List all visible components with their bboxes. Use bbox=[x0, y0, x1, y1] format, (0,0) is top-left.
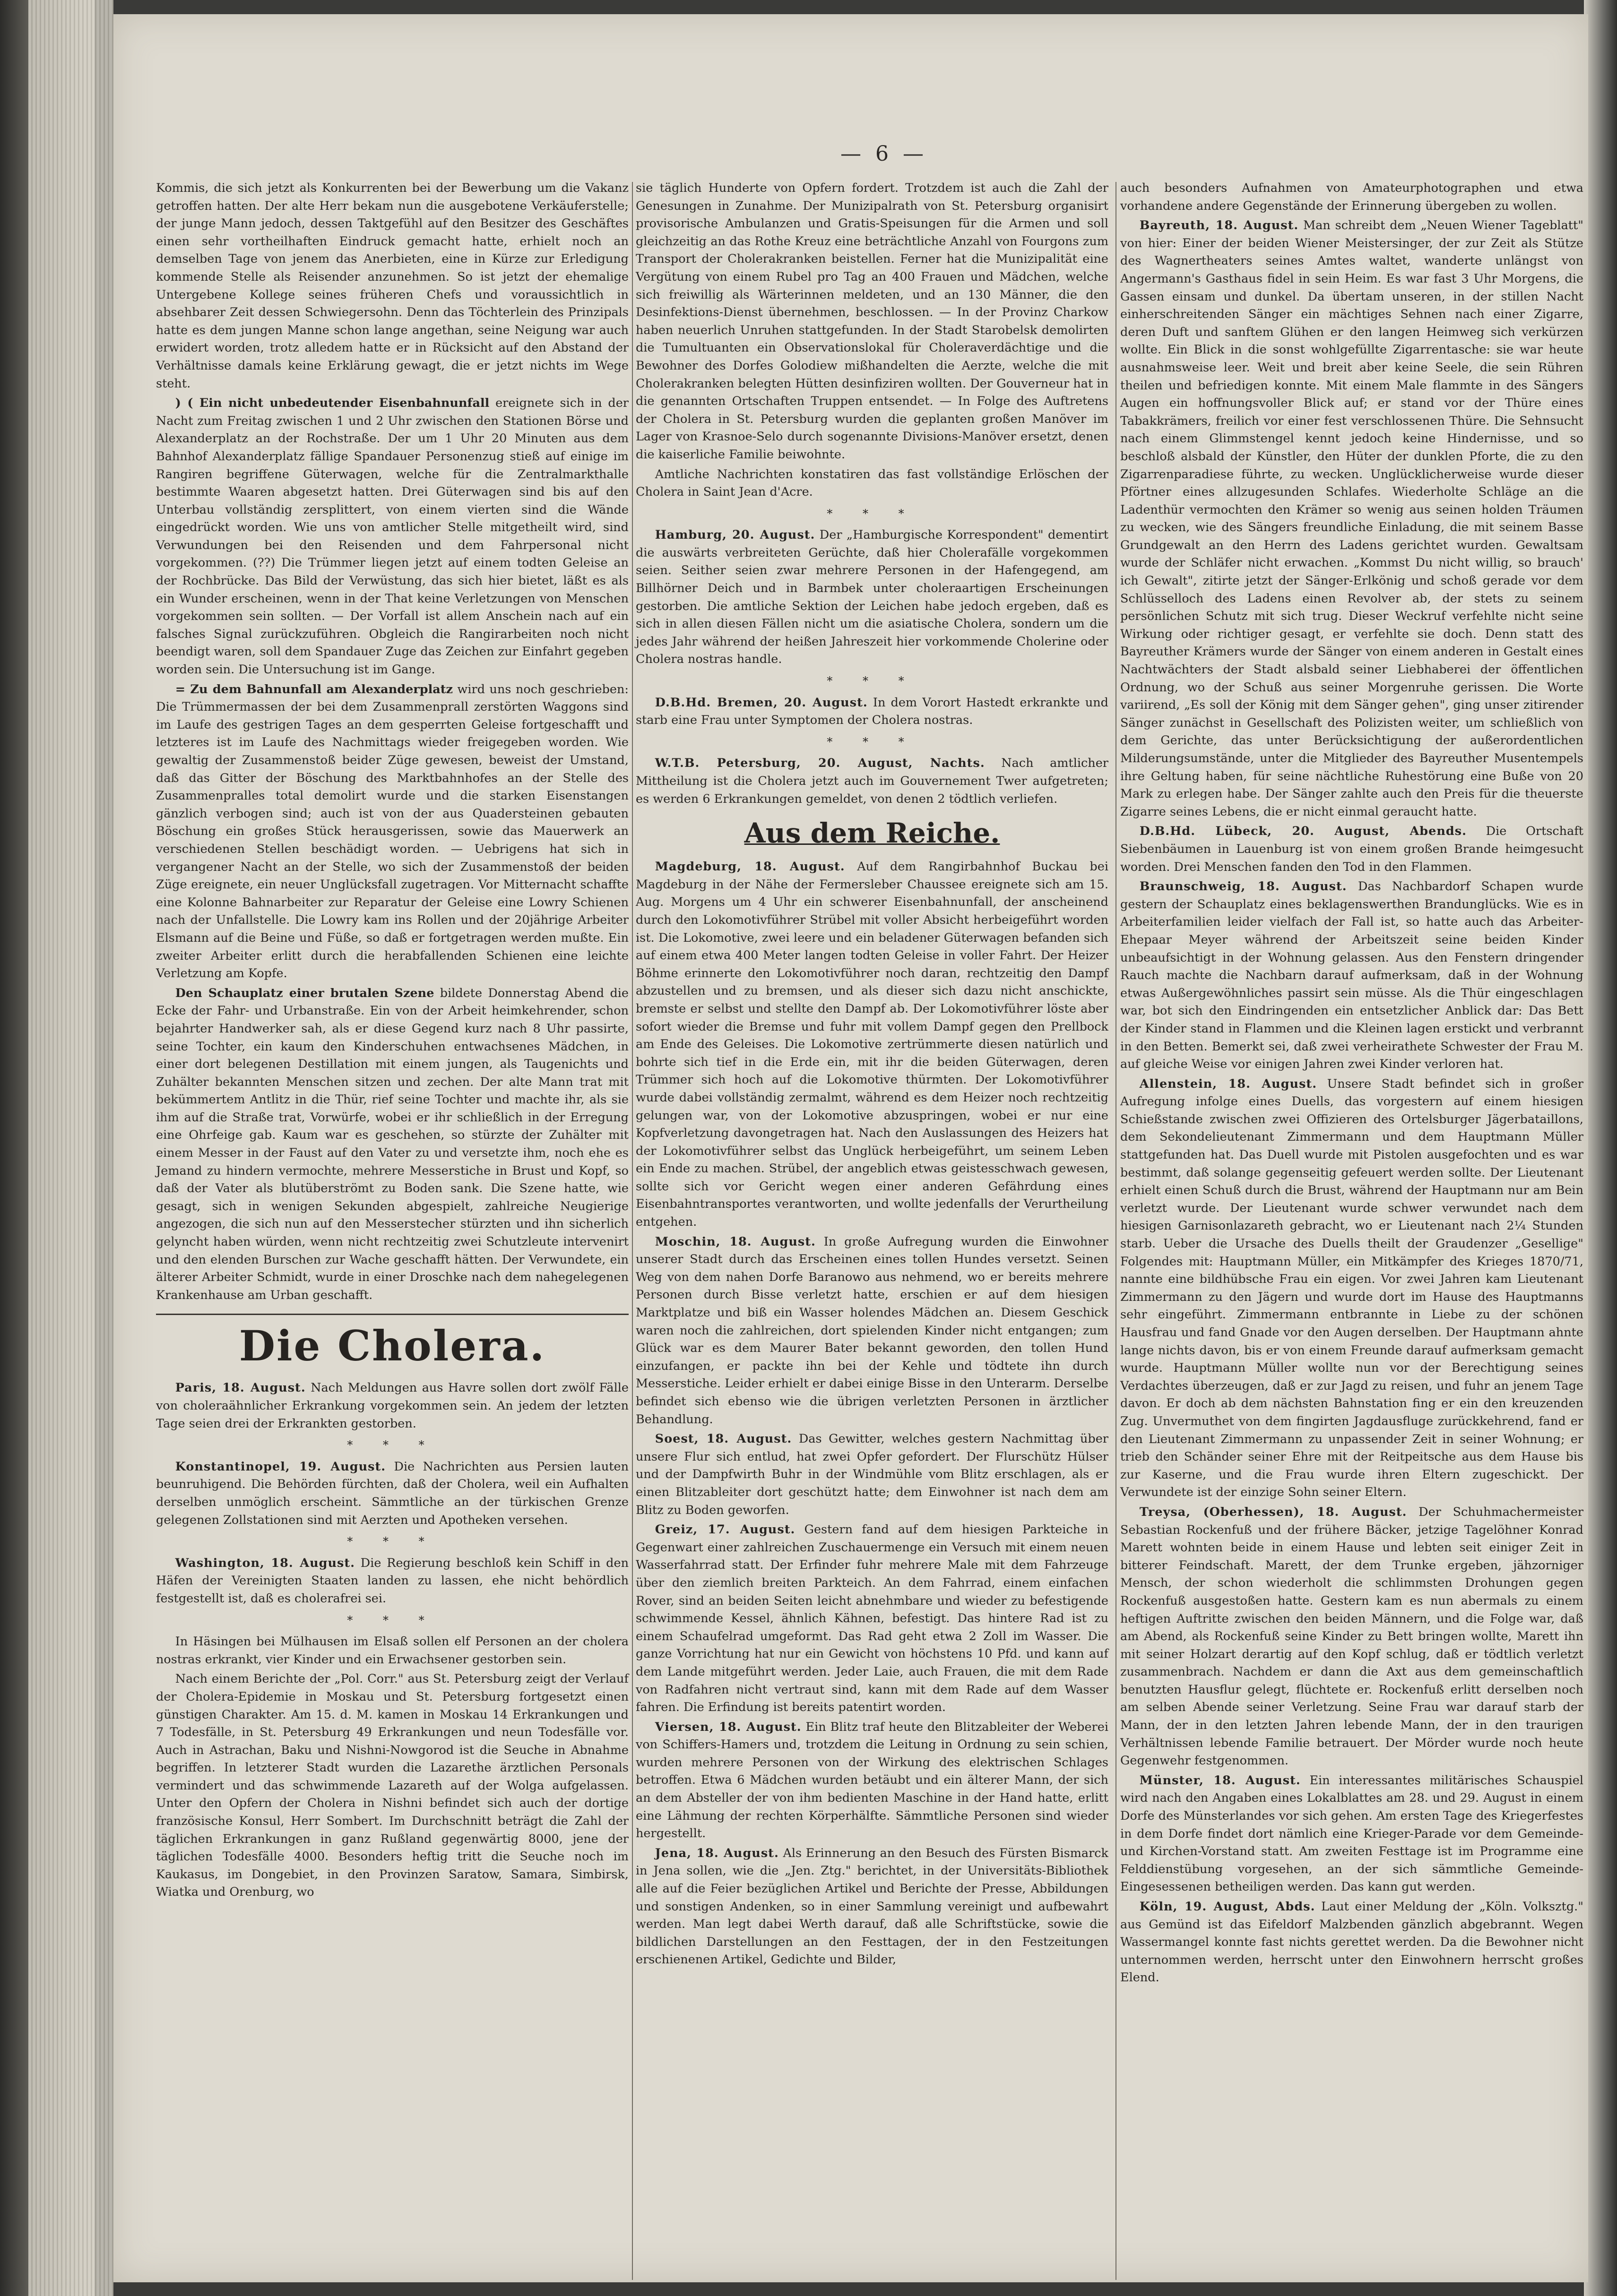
article-text: Gestern fand auf dem hiesigen Parkteiche in Gegenwart einer zahlreichen Zuschauermenge ein Versuch mit einem neuen Wasserfahrrad statt. Der Erfinder fuhr mehrere Male mit dem Fahrzeuge über den ziemlich breiten Parkteich. An dem Fahrrad, einem einfachen Rover, sind an beiden Seiten leicht abnehmbare und wieder zu befestigende schwimmende Kessel, ähnlich Kähnen, befestigt. Das hintere Rad ist zu einem Schaufelrad umgeformt. Das Rad geht etwa 2 Zoll im Wasser. Die ganze Vorrichtung hat nur ein Gewicht von höchstens 10 Pfd. und kann auf dem Lande mitgeführt werden. Jeder Laie, auch Frauen, die mit dem Rade von Radfahren nicht vertraut sind, kann mit dem Rade auf dem Wasser fahren. Die Erfindung ist bereits patentirt worden. bbox=[636, 1522, 1108, 1715]
article-paragraph: Amtliche Nachrichten konstatiren das fast vollständige Erlöschen der Cholera in Saint Jean d'Acre. bbox=[636, 467, 1108, 499]
article-text: Ein Blitz traf heute den Blitzableiter der Weberei von Schiffers-Hamers und, trotzdem die Leitung in Ordnung zu sein schien, wurden mehrere Personen von der Wirkung des elektrischen Schlages betroffen. Etwa 6 Mädchen wurden betäubt und ein älterer Mann, der sich an dem Absteller der von ihm bedienten Maschine in der Hand hatte, erlitt eine Lähmung der rechten Körperhälfte. Sämmtliche Personen sind wieder hergestellt. bbox=[636, 1720, 1108, 1841]
article-paragraph bbox=[1120, 1075, 1583, 1502]
article-paragraph bbox=[636, 1845, 1108, 1969]
article-text: bildete Donnerstag Abend die Ecke der Fahr- und Urbanstraße. Ein von der Arbeit heimkehrender, schon bejahrter Handwerker sah, als er diese Gegend kurz nach 8 Uhr passirte, seine Tochter, ein kaum den Kinderschuhen entwachsenes Mädchen, in einer dort belegenen Destillation mit einem jungen, als Taugenichts und Zuhälter bekannten Menschen sitzen und zechen. Der alte Mann trat mit bekümmertem Antlitz in die Thür, rief seine Tochter und machte ihr, als sie ihm auf die Straße trat, Vorwürfe, wobei er ihr schließlich in der Erregung eine Ohrfeige gab. Kaum war es geschehen, so stürzte der Zuhälter mit einem Messer in der Faust auf den Vater zu und versetzte ihm, noch ehe es Jemand zu hindern vermochte, mehrere Messerstiche in Brust und Kopf, so daß der Vater als blutüberströmt zu Boden sank. Die Szene hatte, wie gesagt, sich in wenigen Sekunden abgespielt, zahlreiche Neugierige angezogen, die sich nun auf den Messerstecher stürzten und ihn sicherlich gelyncht haben würden, wenn nicht rechtzeitig zwei Schutzleute intervenirt und den elenden Burschen zur Wache geschafft hätten. Der Verwundete, ein älterer Arbeiter Schmidt, wurde in einer Droschke nach dem nahegelegenen Krankenhause am Urban geschafft. bbox=[156, 986, 629, 1302]
separator-stars: * * * bbox=[827, 507, 917, 520]
article-paragraph bbox=[636, 1719, 1108, 1843]
article-paragraph: Nach einem Berichte der „Pol. Corr." aus St. Petersburg zeigt der Verlauf der Cholera-Epidemie in Moskau und St. Petersburg fortgesetzt einen günstigen Charakter. Am 15. d. M. kamen in Moskau 14 Erkrankungen und 7 Todesfälle, in St. Petersburg 49 Erkrankungen und neun Todesfälle vor. Auch in Astrachan, Baku und Nishni-Nowgorod ist die Seuche in Abnahme begriffen. In letzterer Stadt wurden die Lazarethe ärztlichen Personals vermindert und das schwimmende Lazareth auf der Wolga aufgelassen. Unter den Opfern der Cholera in Nishni befindet sich auch der dortige französische Konsul, Herr Sombert. Im Durchschnitt beträgt die Zahl der täglichen Erkrankungen in ganz Rußland gegenwärtig 8000, jene der täglichen Todesfälle 4000. Besonders heftig tritt die Seuche noch im Kaukasus, im Dongebiet, in den Provinzen Saratow, Samara, Simbirsk, Wiatka und Orenburg, wo bbox=[156, 1672, 629, 1900]
article-text: Laut einer Meldung der „Köln. Volksztg." aus Gemünd ist das Eifeldorf Malzbenden gänzlich abgebrannt. Wegen Wassermangel konnte fast nichts gerettet werden. Da die Bewohner nicht unternommen werden, herrscht unter den Einwohnern herrscht großes Elend. bbox=[1120, 1900, 1583, 1985]
column-3 bbox=[1120, 180, 1583, 1989]
article-text: ereignete sich in der Nacht zum Freitag zwischen 1 und 2 Uhr zwischen den Stationen Börse und Alexanderplatz an der Rochstraße. Der um 1 Uhr 20 Minuten aus dem Bahnhof Alexanderplatz fällige Spandauer Personenzug stieß auf einige im Rangiren begriffene Güterwagen, welche für die Zentralmarkthalle bestimmte Waaren abgesetzt hatten. Drei Güterwagen sind bis auf den Unterbau vollständig zersplittert, von einem vierten sind die Wände eingedrückt worden. Wie uns von amtlicher Stelle mitgetheilt wird, sind Verwundungen bei den Reisenden und dem Fahrpersonal nicht vorgekommen. (??) Die Trümmer liegen jetzt auf einem todten Geleise an der Rochbrücke. Das Bild der Verwüstung, das sich hier bietet, läßt es als ein Wunder erscheinen, wenn in der That keine Verletzungen von Menschen vorgekommen sein sollten. — Der Vorfall ist allem Anschein nach auf ein falsches Signal zurückzuführen. Obgleich die Rangirarbeiten noch nicht beendigt waren, soll dem Spandauer Zuge das Zeichen zur Einfahrt gegeben worden sein. Die Untersuchung ist im Gange. bbox=[156, 396, 629, 677]
dateline: D.B.Hd. Lübeck, 20. August, Abends. bbox=[1139, 824, 1467, 839]
article-paragraph bbox=[1120, 1898, 1583, 1987]
page-edge-stack bbox=[28, 0, 113, 2296]
article-paragraph bbox=[1120, 823, 1583, 876]
article-paragraph bbox=[156, 395, 629, 679]
article-paragraph bbox=[636, 755, 1108, 808]
article-text: Nach amtlicher Mittheilung ist die Cholera jetzt auch im Gouvernement Twer aufgetreten; es werden 6 Erkrankungen gemeldet, von denen 2 tödtlich verliefen. bbox=[636, 756, 1108, 806]
article-text: Auf dem Rangirbahnhof Buckau bei Magdeburg in der Nähe der Fermersleber Chaussee ereignete sich am 15. Aug. Morgens um 4 Uhr ein schwerer Eisenbahnunfall, der anscheinend durch den Lokomotivführer Strübel mit voller Absicht herbeigeführt worden ist. Die Lokomotive, zwei leere und ein beladener Güterwagen befanden sich auf einem etwa 400 Meter langen todten Geleise in voller Fahrt. Der Heizer Böhme erinnerte den Lokomotivführer noch daran, rechtzeitig den Dampf abzustellen und zu bremsen, und als dieser sich dazu nicht anschickte, bremste er selbst und stellte den Dampf ab. Der Lokomotivführer löste aber sofort wieder die Bremse und fuhr mit vollem Dampf gegen den Prellbock am Ende des Geleises. Die Lokomotive zertrümmerte diesen natürlich und bohrte sich tief in die Erde ein, mit ihr die beiden Güterwagen, deren Trümmer sich hoch auf die Lokomotive thürmten. Der Lokomotivführer wurde dabei vollständig zermalmt, während es dem Heizer noch rechtzeitig gelungen war, von der Lokomotive abzuspringen, wobei er nur eine Kopfverletzung davongetragen hat. Nach den Auslassungen des Heizers hat der Lokomotivführer selbst das Unglück herbeigeführt, um seinem Leben ein Ende zu machen. Strübel, der angeblich etwas geistesschwach gewesen, sollte sich vor Gericht wegen einer anderen Gefährdung eines Eisenbahntransportes verantworten, und wollte jedenfalls der Verurtheilung entgehen. bbox=[636, 860, 1108, 1230]
article-text: Die Regierung beschloß kein Schiff in den Häfen der Vereinigten Staaten landen zu lassen, ehe nicht behördlich festgestellt ist, daß es cholerafrei sei. bbox=[156, 1556, 629, 1606]
dateline: W.T.B. Petersburg, 20. August, Nachts. bbox=[655, 756, 985, 771]
article-paragraph bbox=[636, 694, 1108, 730]
article-paragraph bbox=[1120, 1772, 1583, 1896]
dateline: Köln, 19. August, Abds. bbox=[1139, 1900, 1315, 1914]
article-paragraph bbox=[636, 1430, 1108, 1519]
article-paragraph bbox=[156, 1458, 629, 1529]
article-text: Ein interessantes militärisches Schauspiel wird nach den Angaben eines Lokalblattes am 28. und 29. August in einem Dorfe des Münsterlandes vor sich gehen. Am ersten Tage des Kriegerfestes in dem Dorfe findet dort nämlich eine Krieger-Parade vor dem Gemeinde- und Kirchen-Vorstand statt. Am zweiten Festtage ist im Programme eine Felddienstübung vorgesehen, an der sich sämmtliche Gemeinde-Eingesessenen betheiligen werden. Das kann gut werden. bbox=[1120, 1773, 1583, 1894]
article-text: wird uns noch geschrieben: Die Trümmermassen der bei dem Zusammenprall zerstörten Waggons sind im Laufe des gestrigen Tages an dem gesperrten Geleise fortgeschafft und letzteres ist im Laufe des Nachmittags wieder freigegeben worden. Wie gewaltig der Zusammenstoß beider Züge gewesen, beweist der Umstand, daß das Gitter der Böschung des Marktbahnhofes an der Stelle des Zusammenpralles total demolirt wurde und die starken Eisenstangen gänzlich verbogen sind; auch ist von der aus Quadersteinen gebauten Böschung ein großes Stück herausgerissen, sowie das Mauerwerk an verschiedenen Stellen beschädigt worden. — Uebrigens hat sich in vergangener Nacht an der Stelle, wo sich der Zusammenstoß der beiden Züge ereignete, ein neuer Unglücksfall zugetragen. Vor Mitternacht schaffte eine Kolonne Bahnarbeiter zur Reparatur der Geleise eine Lowry Schienen nach der Unfallstelle. Die Lowry kam ins Rollen und der 20jährige Arbeiter Elsmann auf die Beine und Füße, so daß er fortgetragen werden mußte. Ein zweiter Arbeiter erlitt durch die herabfallenden Schienen eine leichte Verletzung am Kopfe. bbox=[156, 682, 629, 981]
column-rule bbox=[632, 182, 633, 2280]
article-text: Man schreibt dem „Neuen Wiener Tageblatt" von hier: Einer der beiden Wiener Meistersinger, der zur Zeit als Stütze des Wagnertheaters seines Amtes waltet, wanderte unlängst von Angermann's Gasthaus fidel in sein Heim. Es war fast 3 Uhr Morgens, die Gassen einsam und dunkel. Da übertam unseren, in der stillen Nacht einherschreitenden Sänger ein mächtiges Sehnen nach einer Zigarre, deren Duft und sanftem Glühen er den langen Heimweg sich verkürzen wollte. Ein Blick in die sonst wohlgefüllte Zigarrentasche: sie war heute ausnahmsweise leer. Weit und breit aber keine Seele, die sein Rühren theilen und befriedigen konnte. Mit einem Male flammte in des Sängers Augen ein hoffnungsvoller Blick auf; er stand vor der Thüre eines Tabakkrämers, freilich vor einer fest verschlossenen Thüre. Die Sehnsucht nach einem Glimmstengel kennt jedoch keine Hindernisse, und so beschloß alsbald der Künstler, den Hüter der dunklen Pforte, die zu den Zigarrenparadiese führte, zu wecken. Unglücklicherweise wurde dieser Pförtner eines allzugesunden Schlafes. Wiederholte Schläge an die Ladenthür vermochten den Krämer so wenig aus seinen holden Träumen zu wecken, wie des Sängers freundliche Einladung, die mit seinem Basse Grundgewalt an den Herrn des Ladens gerichtet wurden. Gewaltsam wurde der Schläfer nicht erwachen. „Kommst Du nicht willig, so brauch' ich Gewalt", zitirte jetzt der Sänger-Erlkönig und schoß gerade vor dem Schlüsselloch des Ladens einen Revolver ab, der stets zu seinem persönlichen Schutz mit sich trug. Dieser Weckruf verfehlte nicht seine Wirkung oder richtiger gesagt, er verfehlte sie doch. Denn statt des Bayreuther Krämers wurde der Sänger von einem anderen in Gestalt eines Nachtwächters der Stadt alsbald seiner Liebhaberei der öffentlichen Ordnung, wo der Schuß aus seiner Morgenruhe gerissen. Die Worte variirend, „Es soll der König mit dem Sänger gehen", ging unser zitirender Sänger zunächst in Gesellschaft des Polizisten weiter, um schließlich von dem Gerichte, das unter Berücksichtigung der außerordentlichen Milderungsumstände, unter die Mitglieder des Bayreuther Musentempels ihre Geltung haben, für seine nächtliche Ruhestörung eine Buße von 20 Mark zu erlegen habe. Der Sänger zahlte auch den Preis für die theuerste Zigarre seines Lebens, die er nicht einmal geraucht hatte. bbox=[1120, 218, 1583, 819]
article-paragraph bbox=[636, 858, 1108, 1231]
article-lead: = Zu dem Bahnunfall am Alexanderplatz bbox=[175, 682, 453, 697]
dateline: Viersen, 18. August. bbox=[655, 1720, 802, 1734]
dateline: Münster, 18. August. bbox=[1139, 1773, 1301, 1788]
dateline: Bayreuth, 18. August. bbox=[1139, 218, 1299, 233]
column-2 bbox=[636, 180, 1108, 1971]
article-lead: Den Schauplatz einer brutalen Szene bbox=[175, 986, 434, 1000]
article-text: Als Erinnerung an den Besuch des Fürsten Bismarck in Jena sollen, wie die „Jen. Ztg." berichtet, in der Universitäts-Bibliothek alle auf die Feier bezüglichen Artikel und Berichte der Presse, Abbildungen und sonstigen Andenken, so in einer Sammlung vereinigt und aufbewahrt werden. Man legt dabei Werth darauf, daß alle Schriftstücke, sowie die bildlichen Darstellungen an den Festtagen, der in den Festzeitungen erschienenen Artikel, Gedichte und Bilder, bbox=[636, 1846, 1108, 1967]
article-paragraph bbox=[1120, 878, 1583, 1074]
article-paragraph bbox=[156, 681, 629, 983]
dateline: Paris, 18. August. bbox=[175, 1381, 306, 1395]
article-paragraph bbox=[156, 1555, 629, 1608]
article-paragraph bbox=[156, 1379, 629, 1433]
article-text: Der Schuhmachermeister Sebastian Rockenfuß und der frühere Bäcker, jetzige Tagelöhner Konrad Marett wohnten beide in einem Hause und lebten seit einiger Zeit in bitterer Feindschaft. Marett, der dem Trunke ergeben, jähzorniger Mensch, der schon wiederholt die schlimmsten Drohungen gegen Rockenfuß ausgestoßen hatte. Gestern kam es nun abermals zu einem heftigen Auftritte zwischen den beiden Männern, und die Folge war, daß am Abend, als Rockenfuß seine Kinder zu Bett bringen wollte, Marett ihn mit seiner Holzart derartig auf den Kopf schlug, daß er tödtlich verletzt zusammenbrach. Nachdem er dann die Axt aus dem gemeinschaftlich benutzten Hausflur gelegt, flüchtete er. Rockenfuß erlitt derselben noch am selben Abende seiner Verletzung. Seine Frau war darauf starb der Mann, der in den letzten Jahren lebende Mann, der in den traurigen Verhältnissen lebende Familie betrauert. Der Mörder wurde noch heute Gegenwehr festgenommen. bbox=[1120, 1505, 1583, 1768]
dateline: Konstantinopel, 19. August. bbox=[175, 1459, 386, 1474]
article-text: Der „Hamburgische Korrespondent" dementirt die auswärts verbreiteten Gerüchte, daß hier Cholerafälle vorgekommen seien. Seither seien zwar mehrere Personen in der Hafengegend, am Billhörner Deich und in Barmbek unter choleraartigen Erscheinungen gestorben. Die amtliche Sektion der Leichen habe jedoch ergeben, daß es sich in allen diesen Fällen nicht um die asiatische Cholera, sondern um die jedes Jahr während der heißen Jahreszeit hier vorkommende Cholerine oder Cholera nostras handle. bbox=[636, 528, 1109, 667]
separator-stars: * * * bbox=[827, 674, 917, 688]
dateline: Allenstein, 18. August. bbox=[1139, 1076, 1317, 1091]
separator-stars: * * * bbox=[827, 735, 917, 748]
article-paragraph bbox=[1120, 217, 1583, 821]
dateline: Braunschweig, 18. August. bbox=[1139, 879, 1347, 894]
article-text: Unsere Stadt befindet sich in großer Aufregung infolge eines Duells, das vorgestern auf einem hiesigen Schießstande zwischen zwei Offizieren des Ortelsburger Jägerbataillons, dem Sekondelieutenant Zimmermann und dem Hauptmann Müller stattgefunden hat. Das Duell wurde mit Pistolen ausgefochten und es war bestimmt, daß solange gegenseitig gefeuert werden sollte. Der Lieutenant erhielt einen Schuß durch die Brust, während der Hauptmann nur am Bein verletzt wurde. Der Lieutenant wurde schwer verwundet nach dem hiesigen Garnisonlazareth gebracht, wo er Lieutenant nach 2¼ Stunden starb. Ueber die Ursache des Duells theilt der Graudenzer „Gesellige" Folgendes mit: Hauptmann Müller, ein Mitkämpfer des Krieges 1870/71, nannte eine bildhübsche Frau ein eigen. Vor zwei Jahren kam Lieutenant Zimmermann zu den Jägern und wurde dort im Hause des Hauptmanns sehr eingeführt. Zimmermann entbrannte in Liebe zu der schönen Hausfrau und fand Gnade vor den Augen derselben. Der Hauptmann ahnte lange nichts davon, bis er von einem Freunde darauf aufmerksam gemacht wurde. Hauptmann Müller wollte nun vor der Berechtigung seines Verdachtes überzeugen, daß er zur Jagd zu reisen, und fuhr an jenem Tage davon. Er doch ab dem nächsten Bahnstation fing er ein den kreuzenden Zug. Unvermuthet von dem fingirten Jagdausfluge zurückkehrend, fand er den Lieutenant Zimmermann zu unpassender Zeit in seiner Wohnung; er trieb den Schänder seiner Ehre mit der Reitpeitsche aus dem Hause bis zur Kaserne, und die Frau wurde ihren Eltern zugeschickt. Der Verwundete ist der einzige Sohn seiner Eltern. bbox=[1120, 1076, 1583, 1500]
dateline: Treysa, (Oberhessen), 18. August. bbox=[1139, 1505, 1407, 1519]
separator-stars: * * * bbox=[347, 1438, 438, 1452]
article-lead: ) ( Ein nicht unbedeutender Eisenbahnunfall bbox=[175, 396, 490, 411]
article-paragraph bbox=[636, 526, 1108, 669]
article-text: Nach Meldungen aus Havre sollen dort zwölf Fälle von choleraähnlicher Erkrankung vorgekommen sein. An jedem der letzten Tage seien drei der Erkrankten gestorben. bbox=[156, 1381, 629, 1431]
article-paragraph bbox=[636, 1521, 1108, 1717]
article-paragraph bbox=[156, 985, 629, 1305]
article-text: Das Gewitter, welches gestern Nachmittag über unsere Flur sich entlud, hat zwei Opfer gefordert. Der Flurschütz Hülser und der Dampfwirth Buhr in der Windmühle vom Blitz erschlagen, als er einen Blitzableiter dort geschützt hatte; dem Einwohner ist nach dem am Blitz zu Boden geworfen. bbox=[636, 1432, 1108, 1517]
book-right-edge bbox=[1584, 0, 1617, 2296]
article-paragraph bbox=[636, 1233, 1108, 1429]
article-text: Das Nachbardorf Schapen wurde gestern der Schauplatz eines beklagenswerthen Brandunglücks. Wie es in Arbeiterfamilien leider vielfach der Fall ist, so hatte auch das Arbeiter-Ehepaar Meyer während der Arbeitszeit seine beiden Kinder unbeaufsichtigt in der Wohnung gelassen. Aus den Fenstern dringender Rauch machte die Nachbarn darauf aufmerksam, daß in der Wohnung etwas Außergewöhnliches passirt sein müsse. Als die Thür eingeschlagen war, bot sich den Eindringenden ein entsetzlicher Anblick dar: Das Bett der Kinder stand in Flammen und die Kleinen lagen erstickt und verbrannt in den Betten. Bemerkt sei, daß zwei verheirathete Schwester der Frau M. auf gleiche Weise vor einigen Jahren zwei Kinder verloren hat. bbox=[1120, 879, 1583, 1072]
article-text: In dem Vorort Hastedt erkrankte und starb eine Frau unter Symptomen der Cholera nostras. bbox=[636, 695, 1109, 728]
section-heading-cholera: Die Cholera. bbox=[156, 1314, 629, 1372]
article-paragraph: Kommis, die sich jetzt als Konkurrenten bei der Bewerbung um die Vakanz getroffen hatten. Der alte Herr bekam nun die ausgebotene Verkäuferstelle; der junge Mann jedoch, dessen Taktgefühl auf den Besitzer des Geschäftes einen sehr vortheilhaften Eindruck gemacht hatte, erhielt noch an demselben Tage von jenem das Anerbieten, eine in Kürze zur Erledigung kommende Stelle als Reisender anzunehmen. So ist jetzt der ehemalige Untergebene Kollege seines früheren Chefs und voraussichtlich in absehbarer Zeit dessen Schwiegersohn. Denn das Töchterlein des Prinzipals hatte es dem jungen Manne schon lange angethan, seine Neigung war auch erwidert worden, trotz alledem hatte er in Rücksicht auf den Abstand der Verhältnisse damals keine Erklärung gewagt, die er jetzt nichts im Wege steht. bbox=[156, 181, 629, 391]
article-paragraph: In Häsingen bei Mülhausen im Elsaß sollen elf Personen an der cholera nostras erkrankt, vier Kinder und ein Erwachsener gestorben sein. bbox=[156, 1634, 629, 1667]
article-text: Die Nachrichten aus Persien lauten beunruhigend. Die Behörden fürchten, daß der Cholera, weil ein Aufhalten derselben unmöglich erscheint. Sämmtliche an der türkischen Grenze gelegenen Zollstationen sind mit Aerzten und Apotheken versehen. bbox=[156, 1459, 629, 1527]
dateline: Greiz, 17. August. bbox=[655, 1522, 796, 1537]
dateline: D.B.Hd. Bremen, 20. August. bbox=[655, 695, 868, 710]
page-number: — 6 — bbox=[840, 142, 927, 166]
separator-stars: * * * bbox=[347, 1535, 438, 1548]
dateline: Hamburg, 20. August. bbox=[655, 528, 815, 542]
column-rule bbox=[1115, 182, 1116, 2280]
section-heading-reich: Aus dem Reiche. bbox=[744, 817, 1000, 850]
dateline: Washington, 18. August. bbox=[175, 1556, 355, 1570]
article-paragraph: auch besonders Aufnahmen von Amateurphotographen und etwa vorhandene andere Gegenstände der Erinnerung übergeben zu wollen. bbox=[1120, 181, 1583, 213]
article-text: Die Ortschaft Siebenbäumen in Lauenburg ist von einem großen Brande heimgesucht worden. Drei Menschen fanden den Tod in den Flammen. bbox=[1120, 824, 1583, 874]
article-paragraph bbox=[1120, 1504, 1583, 1770]
separator-stars: * * * bbox=[347, 1613, 438, 1627]
dateline: Moschin, 18. August. bbox=[655, 1234, 816, 1249]
column-1 bbox=[156, 180, 629, 1903]
dateline: Magdeburg, 18. August. bbox=[655, 860, 845, 874]
dateline: Jena, 18. August. bbox=[655, 1846, 779, 1860]
dateline: Soest, 18. August. bbox=[655, 1432, 792, 1446]
article-paragraph: sie täglich Hunderte von Opfern fordert. Trotzdem ist auch die Zahl der Genesungen in Zunahme. Der Munizipalrath von St. Petersburg organisirt provisorische Ambulanzen und Gratis-Speisungen für die Armen und soll gleichzeitig an das Rothe Kreuz eine beträchtliche Anzahl von Fourgons zum Transport der Cholerakranken beistellen. Ferner hat die Munizipalität eine Vergütung von einem Rubel pro Tag an 400 Frauen und Mädchen, welche sich freiwillig als Wärterinnen meldeten, und an 130 Männer, die den Desinfektions-Dienst übernehmen, beschlossen. — In der Provinz Charkow haben neuerlich Unruhen stattgefunden. In der Stadt Starobelsk demolirten die Tumultuanten ein Observationslokal für Choleraverdächtige und die Bewohner des Dorfes Golodiew mißhandelten die Aerzte, welche die mit Cholerakranken belegten Hütten desinfiziren wollten. Der Gouverneur hat in die genannten Ortschaften Truppen entsendet. — In Folge des Auftretens der Cholera in St. Petersburg wurden die geplanten großen Manöver im Lager von Krasnoe-Selo durch sogenannte Divisions-Manöver ersetzt, denen die kaiserliche Familie beiwohnte. bbox=[636, 181, 1108, 462]
article-text: In große Aufregung wurden die Einwohner unserer Stadt durch das Erscheinen eines tollen Hundes versetzt. Seinen Weg von dem nahen Dorfe Baranowo aus nehmend, wo er bereits mehrere Personen durch Bisse verletzt hatte, erschien er auf dem hiesigen Marktplatze und biß ein Wasser holendes Mädchen an. Diesem Geschick waren noch die zahlreichen, dort spielenden Kinder nicht entgangen; zum Glück war es dem Maurer Bater bekannt geworden, den tollen Hund einzufangen, er packte ihn bei der Kehle und tödtete ihn durch Messerstiche. Leider erhielt er dabei einige Bisse in den Unterarm. Derselbe befindet sich ebenso wie die übrigen verletzten Personen in ärztlicher Behandlung. bbox=[636, 1234, 1108, 1427]
